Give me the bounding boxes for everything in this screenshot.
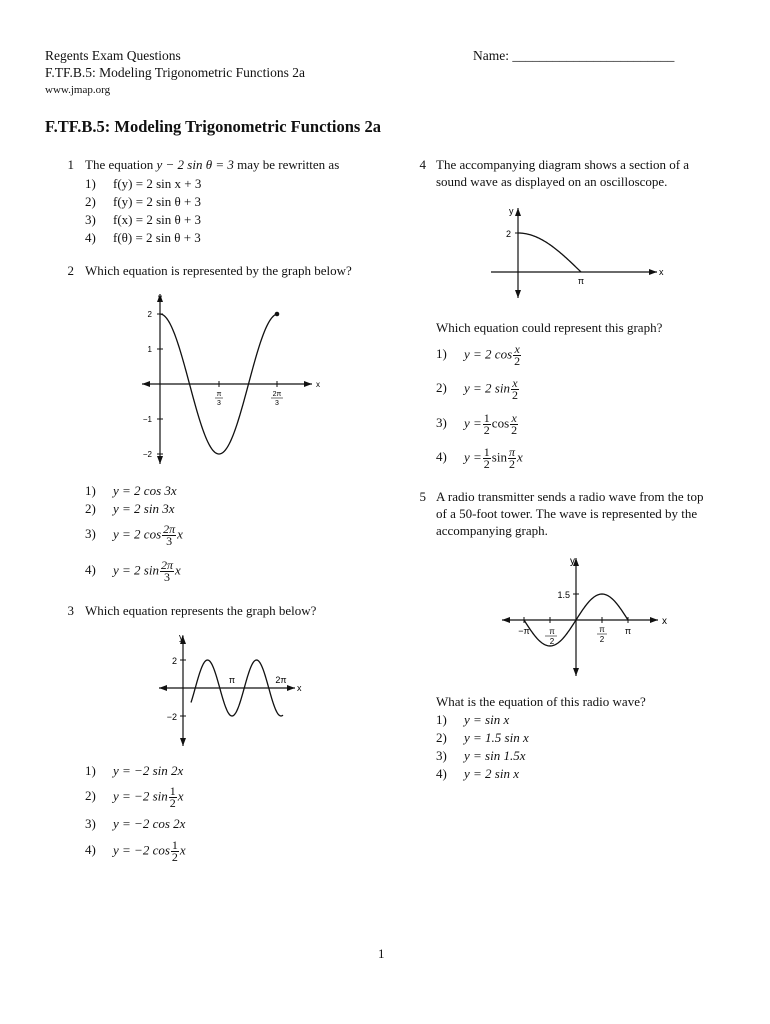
answer-option: 2) f(y) = 2 sin θ + 3 bbox=[85, 194, 202, 209]
y-axis-label: y bbox=[570, 556, 575, 567]
tick-label: π bbox=[228, 675, 236, 685]
question-text bbox=[85, 156, 339, 174]
question-5 bbox=[412, 488, 747, 788]
answer-option: 1) y = sin x bbox=[436, 712, 510, 727]
answer-option: 1) y = 2 cos 3x bbox=[85, 483, 177, 498]
tick-label: 3 bbox=[217, 400, 221, 407]
answer-option: 2) y = 2 sin 3x bbox=[85, 501, 175, 516]
tick-label: 3 bbox=[275, 400, 279, 407]
tick-label: −1 bbox=[142, 415, 152, 424]
header-site: www.jmap.org bbox=[45, 84, 111, 96]
tick-label: −π bbox=[518, 626, 530, 636]
tick-label: 2 bbox=[599, 635, 605, 644]
question-4 bbox=[412, 156, 742, 476]
question-number: 4 bbox=[419, 157, 426, 172]
x-axis-label: x bbox=[297, 683, 302, 693]
answer-option: 2) y = −2 sin $\frac{1}{2}$ x bbox=[85, 784, 184, 810]
answer-option: 4) y = −2 cos $\frac{1}{2}$ x bbox=[85, 838, 186, 864]
tick-label: 2 bbox=[505, 229, 511, 239]
answer-option: 1) f(y) = 2 sin x + 3 bbox=[85, 176, 202, 191]
tick-label: −2 bbox=[142, 450, 152, 459]
question-3 bbox=[60, 602, 390, 872]
question-number: 5 bbox=[419, 489, 426, 504]
x-axis-label: x bbox=[659, 267, 664, 277]
wave-section-curve bbox=[518, 233, 581, 272]
question-1 bbox=[60, 156, 390, 251]
tick-label: 2π bbox=[272, 391, 282, 398]
question-text-line: A radio transmitter sends a radio wave from the top bbox=[436, 489, 704, 504]
question-number: 1 bbox=[67, 157, 74, 172]
answer-option: 3) y = $\frac{1}{2}$ cos $\frac{x}{2}$ bbox=[436, 411, 518, 437]
tick-label: 2 bbox=[147, 310, 152, 319]
answer-option: 1) y = −2 sin 2x bbox=[85, 763, 184, 778]
endpoint-dot bbox=[275, 312, 280, 317]
answer-option: 4) y = 2 sin $\frac{2\pi}{3}$ x bbox=[85, 558, 181, 584]
cosine-graph bbox=[140, 292, 325, 467]
header-topic: F.TF.B.5: Modeling Trigonometric Functions 2a bbox=[45, 65, 305, 80]
question-text-line: of a 50-foot tower. The wave is represented by the bbox=[436, 506, 698, 521]
question-text-pre: The equation bbox=[85, 157, 157, 172]
answer-option: 2) y = 1.5 sin x bbox=[436, 730, 529, 745]
tick-label: π bbox=[599, 625, 605, 634]
tick-label: π bbox=[624, 626, 632, 636]
radio-wave-graph bbox=[500, 554, 680, 680]
question-equation: y − 2 sin θ = 3 bbox=[156, 157, 234, 172]
question-number: 3 bbox=[67, 603, 74, 618]
tick-label: −2 bbox=[166, 712, 177, 722]
oscilloscope-graph bbox=[487, 202, 677, 302]
question-number: 2 bbox=[67, 263, 74, 278]
question-text-line: The accompanying diagram shows a section of a bbox=[436, 157, 690, 172]
question-text: Which equation is represented by the graph below? bbox=[85, 263, 352, 278]
answer-option: 3) y = sin 1.5x bbox=[436, 748, 526, 763]
question-text-post: may be rewritten as bbox=[233, 157, 340, 172]
tick-label: 1 bbox=[147, 345, 152, 354]
tick-label: 1.5 bbox=[557, 590, 570, 600]
question-text-line: sound wave as displayed on an oscilloscope. bbox=[436, 174, 668, 189]
tick-label: 2π bbox=[275, 675, 287, 685]
answer-option: 1) y = 2 cos $\frac{x}{2}$ bbox=[436, 342, 521, 368]
name-field-label: Name: ________________________ bbox=[473, 48, 675, 63]
question-text: Which equation represents the graph below? bbox=[85, 603, 317, 618]
tick-label: π bbox=[577, 276, 585, 286]
x-axis-label: x bbox=[662, 616, 667, 627]
question-2 bbox=[60, 262, 390, 592]
page-number: 1 bbox=[378, 946, 385, 961]
header-course: Regents Exam Questions bbox=[45, 48, 181, 63]
answer-option: 4) y = $\frac{1}{2}$ sin $\frac{\pi}{2}$ x bbox=[436, 445, 523, 471]
y-axis-label: y bbox=[158, 293, 162, 302]
sine-graph bbox=[155, 632, 315, 752]
answer-option: 2) y = 2 sin $\frac{x}{2}$ bbox=[436, 376, 518, 402]
page-title: F.TF.B.5: Modeling Trigonometric Functions 2a bbox=[45, 117, 381, 136]
tick-label: 2 bbox=[549, 637, 555, 646]
answer-option: 4) f(θ) = 2 sin θ + 3 bbox=[85, 230, 201, 245]
tick-label: 2 bbox=[171, 656, 177, 666]
answer-option: 3) y = −2 cos 2x bbox=[85, 816, 186, 831]
tick-label: π bbox=[216, 391, 222, 398]
tick-label: π bbox=[549, 627, 555, 636]
x-axis-label: x bbox=[316, 380, 320, 389]
question-prompt: Which equation could represent this graph? bbox=[436, 320, 663, 335]
answer-option: 4) y = 2 sin x bbox=[436, 766, 519, 781]
answer-option: 3) y = 2 cos $\frac{2\pi}{3}$ x bbox=[85, 522, 183, 548]
y-axis-label: y bbox=[179, 632, 184, 642]
y-axis-label: y bbox=[509, 206, 514, 216]
question-prompt: What is the equation of this radio wave? bbox=[436, 694, 646, 709]
answer-option: 3) f(x) = 2 sin θ + 3 bbox=[85, 212, 202, 227]
question-text-line: accompanying graph. bbox=[436, 523, 548, 538]
